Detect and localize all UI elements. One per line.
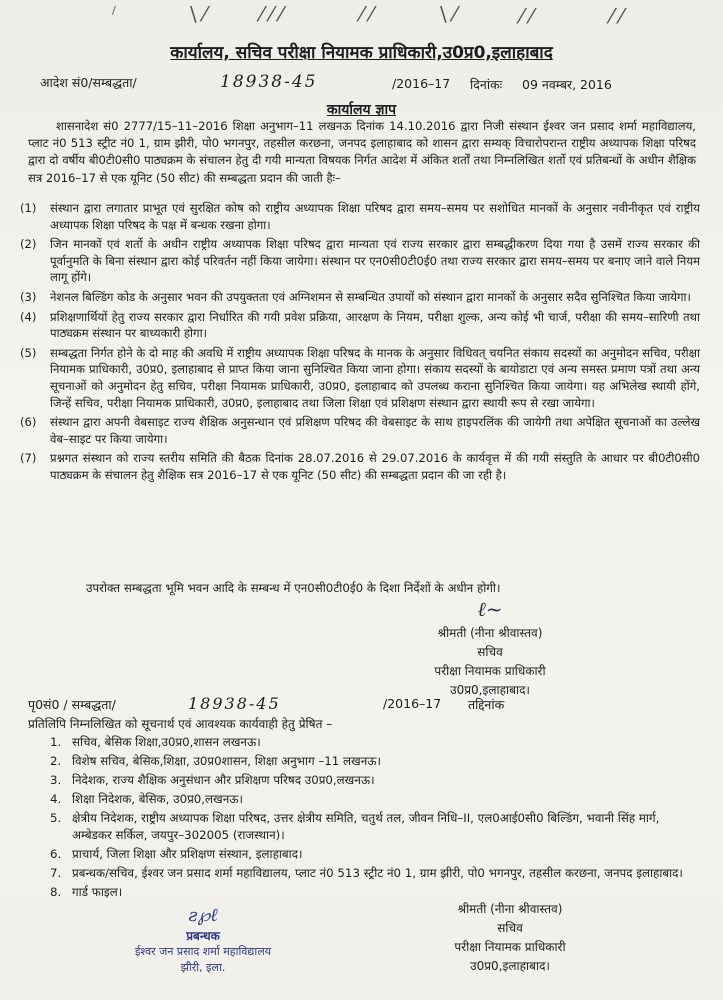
condition-text: जिन मानकों एवं शर्तो के अधीन राष्ट्रीय अध्यापक शिक्षा परिषद द्वारा मान्यता एवं राज्य सरकार द्वारा सम्बद्धीकरण दिया गया है उसमें राज्य सरकार की पूर्वानुमति के बिना संस्थान द्वारा कोई परिवर्तन नहीं किया जायेगा। संस्थान पर एन0सी0टी0ई0 तथा राज्य सरकार द्वारा समय–समय पर बनाए जाने वाले नियम लागू होंगे।	[50, 237, 700, 285]
copy-text: निदेशक, राज्य शैक्षिक अनुसंधान और प्रशिक्षण परिषद उ0प्र0,लखनऊ।	[72, 773, 375, 787]
condition-item	[20, 345, 700, 411]
condition-item	[20, 414, 700, 447]
copy-text: प्रबन्धक/सचिव, ईश्वर जन प्रसाद शर्मा महाविद्यालय, प्लाट नं0 513 स्ट्रीट नं0 1, ग्राम झीरी, पो0 भगनपुर, तहसील करछना, जनपद इलाहाबाद।	[72, 866, 683, 880]
stamp-signature-scrawl: ƨ℘ℓ	[188, 905, 218, 926]
condition-text: प्रश्नगत संस्थान को राज्य स्तरीय समिति की बैठक दिनांक 28.07.2016 से 29.07.2016 के कार्यवृत्त में की गयी संस्तुति के आधार पर बी0टी0सी0 पाठ्यक्रम के संचालन हेतु शैक्षिक सत्र 2016–17 से एक यूनिट (50 सीट) की सम्बद्धता प्रदान की जा रही है।	[50, 451, 700, 482]
condition-item	[20, 200, 700, 233]
signatory-name: श्रीमती (नीना श्रीवास्तव)	[457, 902, 563, 916]
condition-number: (6)	[20, 415, 37, 430]
date-label: दिनांकः	[470, 77, 503, 92]
copy-number: 5.	[50, 811, 62, 825]
copy-number: 8.	[50, 885, 62, 899]
reference-year: /2016–17	[392, 76, 451, 91]
stamp-line: ईश्वर जन प्रसाद शर्मा महाविद्यालय	[134, 945, 272, 958]
copy-list	[50, 734, 690, 903]
endorsement-number: 18938-45	[188, 694, 281, 713]
copy-number: 6.	[50, 847, 62, 861]
reference-label: आदेश सं0/सम्बद्धता/	[40, 75, 137, 90]
copy-number: 3.	[50, 773, 62, 787]
top-edge-marks	[0, 0, 723, 36]
signatory-place: उ0प्र0,इलाहाबाद।	[470, 959, 550, 973]
edge-mark: ⁄ ⁄	[520, 4, 534, 28]
memo-title: कार्यालय ज्ञाप	[326, 102, 397, 118]
signatory-office: परीक्षा नियामक प्राधिकारी	[434, 664, 546, 678]
signatory-designation: सचिव	[497, 921, 523, 935]
endorsement-year: /2016–17	[383, 696, 442, 711]
endorsement-label: पृ0सं0 / सम्बद्धता/	[28, 697, 116, 712]
manager-stamp	[118, 905, 288, 976]
condition-text: संस्थान द्वारा लगातार प्राभूत एवं सुरक्षित कोष को राष्ट्रीय अध्यापक शिक्षा परिषद द्वारा समय–समय पर सशोधित मानकों के अनुसार नवीनीकृत एवं राष्ट्रीय अध्यापक शिक्षा परिषद के पक्ष में बन्धक रखना होगा।	[50, 201, 700, 232]
edge-mark: ⁄ ⁄	[610, 4, 624, 28]
copy-number: 4.	[50, 792, 62, 806]
signatory-office: परीक्षा नियामक प्राधिकारी	[454, 940, 566, 954]
condition-item	[20, 309, 700, 342]
copy-item	[50, 772, 690, 789]
copy-item	[50, 846, 690, 863]
reference-date: 09 नवम्बर, 2016	[522, 77, 612, 92]
signature-block-secondary	[420, 900, 600, 976]
office-header-title: कार्यालय, सचिव परीक्षा नियामक प्राधिकारी,उ0प्र0,इलाहाबाद	[170, 43, 553, 63]
condition-item	[20, 289, 700, 306]
condition-item	[20, 450, 700, 483]
signatory-place: उ0प्र0,इलाहाबाद।	[450, 683, 530, 697]
copy-item	[50, 791, 690, 808]
endorsement-date: तद्दिनांक	[468, 697, 505, 712]
copy-text: क्षेत्रीय निदेशक, राष्ट्रीय अध्यापक शिक्षा परिषद, उत्तर क्षेत्रीय समिति, चतुर्थ तल, जीवन निधि–II, एल0आई0सी0 बिल्डिंग, भवानी सिंह मार्ग, अम्बेडकर सर्किल, जयपुर–302005 (राजस्थान)।	[72, 811, 660, 842]
condition-number: (7)	[20, 451, 37, 466]
copy-item	[50, 734, 690, 751]
condition-number: (3)	[20, 289, 37, 304]
copy-text: गार्ड फाइल।	[72, 885, 123, 899]
signature-scrawl: ℓ~	[477, 597, 503, 621]
reference-number: 18938-45	[220, 72, 318, 92]
condition-number: (4)	[20, 309, 37, 324]
endorsement-line	[28, 694, 688, 716]
edge-mark: ⁄ ⁄	[360, 2, 374, 26]
copy-intro: प्रतिलिपि निम्नलिखित को सूचनार्थ एवं आवश्यक कार्यवाही हेतु प्रेषित –	[28, 717, 333, 731]
stamp-head: प्रबन्धक	[186, 929, 220, 943]
copy-number: 1.	[50, 735, 62, 749]
edge-mark: /	[112, 4, 116, 17]
signature-block-primary	[400, 597, 580, 700]
condition-number: (2)	[20, 237, 37, 252]
copy-item	[50, 810, 690, 844]
condition-item	[20, 236, 700, 286]
condition-number: (5)	[20, 345, 37, 360]
edge-mark: \ ⁄	[440, 2, 457, 26]
reference-line	[40, 72, 700, 96]
copy-item	[50, 865, 690, 882]
closing-remark: उपरोक्त सम्बद्धता भूमि भवन आदि के सम्बन्ध में एन0सी0टी0ई0 के दिशा निर्देशों के अधीन होगी।	[86, 581, 501, 595]
condition-text: सम्बद्धता निर्गत होने के दो माह की अवधि में राष्ट्रीय अध्यापक शिक्षा परिषद के मानक के अनुसार विधिवत् चयनित संकाय सदस्यों का अनुमोदन सचिव, परीक्षा नियामक प्राधिकारी, उ0प्र0, इलाहाबाद से प्राप्त किया जाना सुनिश्चित किया जाना होगा। संकाय सदस्यों के बायोडाटा एवं अन्य समस्त प्रमाण पत्रों तथा अन्य सूचनाओं को अनुमोदन हेतु सचिव, परीक्षा नियामक प्राधिकारी, उ0प्र0, इलाहाबाद को उपलब्ध कराना सुनिश्चित किया जायेगा। यह अभिलेख स्थायी होंगे, जिन्हें सचिव, परीक्षा नियामक प्राधिकारी, उ0प्र0, इलाहाबाद तथा जिला शिक्षा एवं प्रशिक्षण संस्थान द्वारा स्थायी रूप से रखा जायेगा।	[50, 345, 700, 410]
condition-text: प्रशिक्षणार्थियों हेतु राज्य सरकार द्वारा निर्धारित की गयी प्रवेश प्रक्रिया, आरक्षण के नियम, परीक्षा शुल्क, अन्य कोई भी चार्ज, परीक्षा की समय–सारिणी तथा पाठ्यक्रम संस्थान पर बाध्यकारी होगा।	[50, 309, 700, 341]
edge-mark: ⁄ ⁄ ⁄	[260, 2, 283, 26]
copy-text: शिक्षा निदेशक, बेसिक, उ0प्र0,लखनऊ।	[72, 792, 243, 806]
edge-mark: \ ⁄	[190, 2, 207, 26]
copy-number: 2.	[50, 754, 62, 768]
condition-text: संस्थान द्वारा अपनी वेबसाइट राज्य शैक्षिक अनुसन्धान एवं प्रशिक्षण परिषद की वेबसाइट के साथ हाइपरलिंक की जायेगी तथा अपेक्षित सूचनाओं का उल्लेख वेब–साइट पर किया जायेगा।	[50, 415, 700, 446]
copy-text: सचिव, बेसिक शिक्षा,उ0प्र0,शासन लखनऊ।	[72, 735, 261, 749]
condition-number: (1)	[20, 201, 37, 215]
condition-text: नेशनल बिल्डिंग कोड के अनुसार भवन की उपयुक्तता एवं अग्निशमन से सम्बन्धित उपायों को संस्थान द्वारा मानकों के अनुसार सदैव सुनिश्चित किया जायेगा।	[50, 289, 691, 304]
stamp-line: झीरी, इला.	[180, 961, 226, 974]
signatory-name: श्रीमती (नीना श्रीवास्तव)	[437, 626, 543, 640]
conditions-list	[20, 200, 700, 487]
copy-item	[50, 884, 690, 901]
copy-item	[50, 753, 690, 770]
copy-number: 7.	[50, 866, 62, 880]
copy-text: विशेष सचिव, बेसिक,शिक्षा, उ0प्र0शासन, शिक्षा अनुभाग –11 लखनऊ।	[72, 754, 381, 768]
copy-text: प्राचार्य, जिला शिक्षा और प्रशिक्षण संस्थान, इलाहाबाद।	[72, 847, 303, 861]
intro-paragraph: शासनादेश सं0 2777/15–11–2016 शिक्षा अनुभाग–11 लखनऊ दिनांक 14.10.2016 द्वारा निजी संस्थान ईश्वर जन प्रसाद शर्मा महाविद्यालय, प्लाट नं0 513 स्ट्रीट नं0 1, ग्राम झीरी, पो0 भगनपुर, तहसील करछना, जनपद इलाहाबाद को शासन द्वारा सम्यक् विचारोपरान्त राष्ट्रीय अध्यापक शिक्षा परिषद द्वारा दो वर्षीय बी0टी0सी0 पाठ्यक्रम के संचालन हेतु दी गयी मान्यता विषयक निर्गत आदेश में अंकित शर्तों तथा निम्नलिखित शर्तो एवं प्रतिबन्धों के अधीन शैक्षिक सत्र 2016–17 से एक यूनिट (50 सीट) की सम्बद्धता प्रदान की जाती हैः–	[28, 119, 696, 185]
signatory-designation: सचिव	[477, 645, 503, 659]
